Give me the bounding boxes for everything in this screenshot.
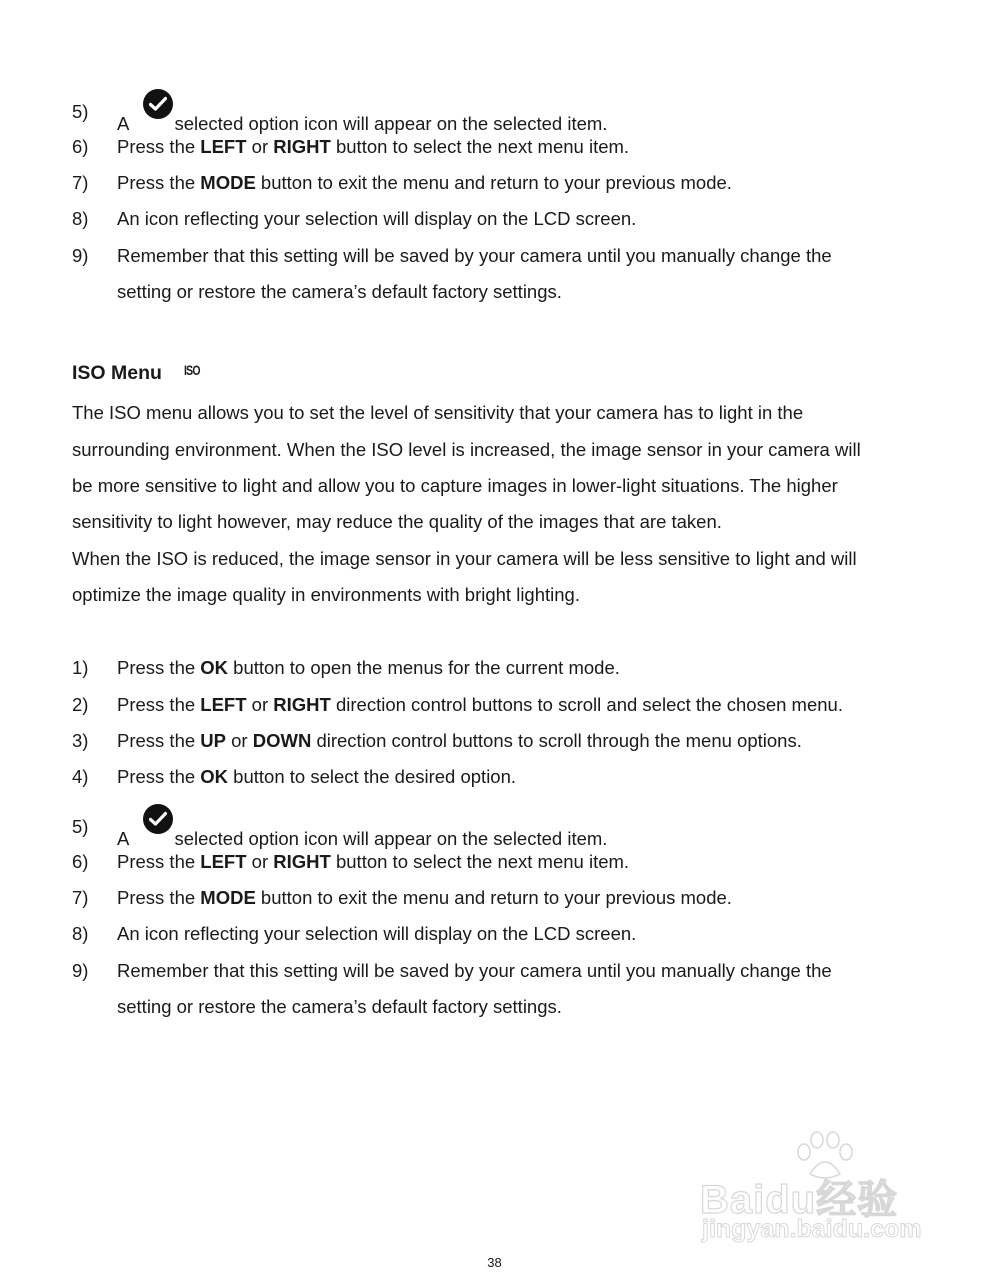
list-item-number: 3) (72, 730, 89, 751)
list-item-text (117, 851, 629, 873)
text-run: Press the (117, 766, 201, 787)
text-run: button to select the desired option. (228, 766, 517, 787)
bold-term: OK (200, 766, 229, 787)
list-item-number: 9) (72, 245, 89, 266)
list-item-number: 6) (72, 851, 89, 872)
text-run: Press the (117, 657, 201, 678)
text-run: button to exit the menu and return to your previous mode. (255, 887, 732, 908)
list-item-text (117, 245, 832, 267)
list-item-number: 8) (72, 923, 89, 944)
list-item-number: 1) (72, 657, 89, 678)
text-run: Press the (117, 887, 201, 908)
text-run: button to open the menus for the current mode. (228, 657, 620, 678)
paragraph-line: The ISO menu allows you to set the level of sensitivity that your camera has to light in the (72, 402, 804, 423)
text-run: button to select the next menu item. (330, 851, 630, 872)
watermark-main-text: Baidu经验 (700, 1178, 899, 1222)
list-item-text (117, 923, 636, 945)
text-run: A (117, 113, 134, 134)
bold-term: MODE (200, 172, 256, 193)
list-item-number: 7) (72, 887, 89, 908)
text-run: button to select the next menu item. (330, 136, 630, 157)
bold-term: DOWN (252, 730, 312, 751)
list-item-text (117, 694, 843, 716)
text-run: setting or restore the camera’s default factory settings. (117, 281, 562, 302)
list-item-text (117, 887, 732, 909)
text-run: An icon reflecting your selection will display on the LCD screen. (117, 208, 637, 229)
bold-term: RIGHT (273, 136, 331, 157)
list-item-text (117, 816, 607, 850)
bold-term: MODE (200, 887, 256, 908)
text-run: or (226, 730, 253, 751)
section-heading: ISO Menu (72, 362, 162, 384)
text-run: direction control buttons to scroll through the menu options. (311, 730, 802, 751)
baidu-watermark (700, 1130, 935, 1245)
list-item-text (117, 101, 607, 135)
text-run: button to exit the menu and return to your previous mode. (255, 172, 732, 193)
text-run: setting or restore the camera’s default factory settings. (117, 996, 562, 1017)
iso-icon: ISO (184, 362, 200, 378)
text-run: Remember that this setting will be saved by your camera until you manually change the (117, 245, 832, 266)
paragraph-line: optimize the image quality in environments with bright lighting. (72, 584, 580, 605)
bold-term: RIGHT (273, 694, 331, 715)
list-item-text (117, 996, 562, 1018)
list-item-text (117, 172, 732, 194)
text-run: direction control buttons to scroll and select the chosen menu. (330, 694, 843, 715)
paragraph-line: be more sensitive to light and allow you to capture images in lower-light situations. The higher (72, 475, 838, 496)
bold-term: LEFT (200, 851, 247, 872)
text-run: Remember that this setting will be saved by your camera until you manually change the (117, 960, 832, 981)
text-run: An icon reflecting your selection will display on the LCD screen. (117, 923, 637, 944)
text-run: or (246, 136, 274, 157)
bold-term: OK (200, 657, 229, 678)
text-run: Press the (117, 730, 201, 751)
text-run: selected option icon will appear on the selected item. (174, 113, 608, 134)
paragraph-line: surrounding environment. When the ISO level is increased, the image sensor in your camera will (72, 439, 861, 460)
text-run: or (246, 694, 274, 715)
checkmark-circle-icon (143, 89, 173, 119)
list-item-text (117, 960, 832, 982)
paragraph-line: When the ISO is reduced, the image sensor in your camera will be less sensitive to light and will (72, 548, 857, 569)
bold-term: LEFT (200, 694, 247, 715)
list-item-number: 5) (72, 101, 89, 122)
text-run: A (117, 828, 134, 849)
page-number: 38 (487, 1255, 502, 1270)
list-item-number: 2) (72, 694, 89, 715)
watermark-url-text: jingyan.baidu.com (702, 1215, 922, 1243)
text-run: Press the (117, 694, 201, 715)
list-item-text (117, 208, 636, 230)
checkmark-circle-icon (143, 804, 173, 834)
bold-term: LEFT (200, 136, 247, 157)
list-item-number: 8) (72, 208, 89, 229)
list-item-text (117, 657, 620, 679)
bold-term: UP (200, 730, 226, 751)
list-item-text (117, 136, 629, 158)
list-item-text (117, 766, 516, 788)
list-item-text (117, 730, 802, 752)
text-run: selected option icon will appear on the selected item. (174, 828, 608, 849)
text-run: Press the (117, 136, 201, 157)
paragraph-line: sensitivity to light however, may reduce the quality of the images that are taken. (72, 511, 722, 532)
list-item-number: 5) (72, 816, 89, 837)
bold-term: RIGHT (273, 851, 331, 872)
text-run: or (246, 851, 274, 872)
text-run: Press the (117, 172, 201, 193)
list-item-number: 6) (72, 136, 89, 157)
text-run: Press the (117, 851, 201, 872)
list-item-text (117, 281, 562, 303)
list-item-number: 4) (72, 766, 89, 787)
list-item-number: 9) (72, 960, 89, 981)
list-item-number: 7) (72, 172, 89, 193)
